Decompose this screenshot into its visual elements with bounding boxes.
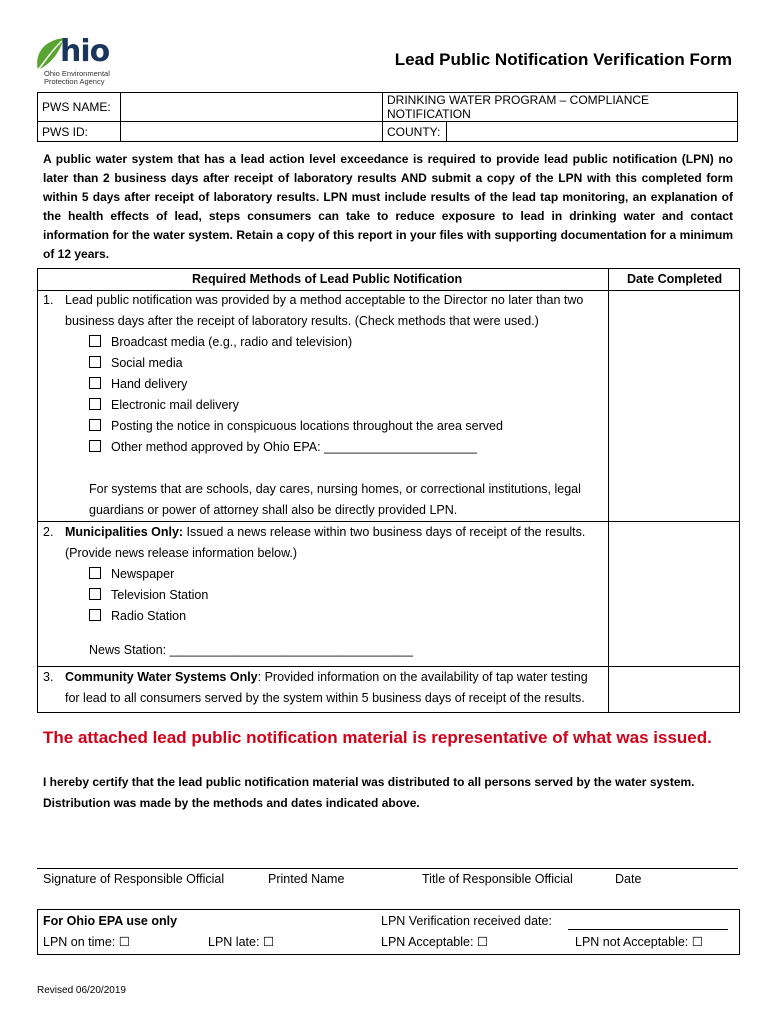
official-title-label: Title of Responsible Official	[422, 872, 573, 886]
item-1-text	[65, 290, 610, 521]
option-broadcast[interactable]	[89, 332, 610, 353]
certify-line-2: Distribution was made by the methods and dates indicated above.	[43, 796, 420, 810]
option-hand[interactable]	[89, 374, 610, 395]
option-posting[interactable]	[89, 416, 610, 437]
certification-text	[43, 772, 733, 814]
item-3-line-2: for lead to all consumers served by the system within 5 business days of receipt of the results.	[65, 691, 585, 705]
received-date-field[interactable]	[568, 929, 728, 930]
item-2-number: 2.	[43, 525, 54, 539]
option-label: Other method approved by Ohio EPA: ______________________	[111, 440, 478, 454]
pws-name-label: PWS NAME:	[38, 93, 121, 122]
item-3-text	[65, 667, 610, 709]
pws-name-field[interactable]	[121, 93, 383, 122]
option-label: Broadcast media (e.g., radio and television)	[111, 335, 353, 349]
date-column-header: Date Completed	[627, 272, 723, 286]
received-date-label: LPN Verification received date:	[381, 914, 552, 928]
item-2-line-2: (Provide news release information below.)	[65, 546, 298, 560]
checkbox[interactable]	[89, 588, 101, 600]
epa-heading: For Ohio EPA use only	[43, 914, 178, 928]
pws-id-label: PWS ID:	[38, 122, 121, 142]
item-2-bold: Municipalities Only:	[65, 525, 184, 539]
item-1-line-2: business days after the receipt of laboratory results. (Check methods that were used.)	[65, 314, 539, 328]
option-label: Radio Station	[111, 609, 187, 623]
lpn-late-checkbox[interactable]: LPN late: ☐	[208, 935, 275, 949]
signature-label: Signature of Responsible Official	[43, 872, 225, 886]
logo-line-2: Protection Agency	[44, 77, 105, 86]
county-field[interactable]	[447, 122, 738, 142]
option-label: Television Station	[111, 588, 209, 602]
ohio-epa-logo	[34, 36, 124, 92]
option-label: Social media	[111, 356, 183, 370]
intro-paragraph: A public water system that has a lead action level exceedance is required to provide lead public notification (LPN) no later than 2 business days after receipt of laboratory results AND submit a copy of the LPN with this completed form within 5 days after receipt of laboratory results. LPN must include results of the lead tap monitoring, an explanation of the health effects of lead, steps consumers can take to reduce exposure to lead in drinking water and contact information for the water system. Retain a copy of this report in your files with supporting documentation for a minimum of 12 years.	[43, 152, 733, 261]
checkbox[interactable]	[89, 335, 101, 347]
lpn-on-time-checkbox[interactable]: LPN on time: ☐	[43, 935, 130, 949]
option-newspaper[interactable]	[89, 564, 610, 585]
option-television[interactable]	[89, 585, 610, 606]
checkbox[interactable]	[89, 609, 101, 621]
county-label: COUNTY:	[383, 122, 447, 142]
option-label: Hand delivery	[111, 377, 188, 391]
item-3-bold: Community Water Systems Only	[65, 670, 258, 684]
item-1-note-2: guardians or power of attorney shall also be directly provided LPN.	[89, 503, 458, 517]
news-station-field[interactable]: News Station: ___________________________________	[89, 643, 413, 657]
requirements-table	[37, 268, 740, 713]
option-other[interactable]	[89, 437, 610, 458]
logo-word: hio	[60, 34, 110, 69]
checkbox[interactable]	[89, 377, 101, 389]
epa-use-box	[37, 909, 740, 955]
item-2-text	[65, 522, 610, 661]
item-1-line-1: Lead public notification was provided by a method acceptable to the Director no later than two	[65, 293, 584, 307]
logo-line-1: Ohio Environmental	[44, 69, 110, 78]
lpn-acceptable-checkbox[interactable]: LPN Acceptable: ☐	[381, 935, 489, 949]
item-2-options	[65, 564, 610, 661]
checkbox[interactable]	[89, 419, 101, 431]
option-label: Electronic mail delivery	[111, 398, 239, 412]
signature-line[interactable]	[37, 868, 738, 869]
option-email[interactable]	[89, 395, 610, 416]
certify-line-1: I hereby certify that the lead public notification material was distributed to all persons served by the water system.	[43, 775, 695, 789]
checkbox[interactable]	[89, 567, 101, 579]
item-1-note-1: For systems that are schools, day cares, nursing homes, or correctional institutions, legal	[89, 482, 581, 496]
checkbox[interactable]	[89, 356, 101, 368]
form-title: Lead Public Notification Verification Form	[394, 50, 732, 69]
item-1-options	[65, 332, 610, 479]
item-2-line-1: Issued a news release within two business days of receipt of the results.	[183, 525, 586, 539]
item-3-number: 3.	[43, 670, 54, 684]
checkbox[interactable]	[89, 440, 101, 452]
header-table	[37, 92, 738, 142]
lpn-not-acceptable-checkbox[interactable]: LPN not Acceptable: ☐	[575, 935, 703, 949]
methods-column-header: Required Methods of Lead Public Notification	[192, 272, 463, 286]
option-label: Posting the notice in conspicuous locations throughout the area served	[111, 419, 503, 433]
item-3-line-1: : Provided information on the availability of tap water testing	[257, 670, 588, 684]
attached-statement: The attached lead public notification material is representative of what was issued.	[43, 728, 712, 747]
item-1-number: 1.	[43, 293, 54, 307]
pws-id-field[interactable]	[121, 122, 383, 142]
revision-date: Revised 06/20/2019	[37, 985, 126, 996]
date-cell-2[interactable]	[609, 522, 738, 666]
checkbox[interactable]	[89, 398, 101, 410]
date-cell-1[interactable]	[609, 291, 738, 521]
logo-agency-name	[44, 70, 110, 86]
option-social[interactable]	[89, 353, 610, 374]
date-cell-3[interactable]	[609, 667, 738, 711]
printed-name-label: Printed Name	[268, 872, 345, 886]
option-radio[interactable]	[89, 606, 610, 627]
date-label: Date	[615, 872, 642, 886]
program-label: DRINKING WATER PROGRAM – COMPLIANCE NOTIFICATION	[383, 93, 738, 122]
option-label: Newspaper	[111, 567, 175, 581]
